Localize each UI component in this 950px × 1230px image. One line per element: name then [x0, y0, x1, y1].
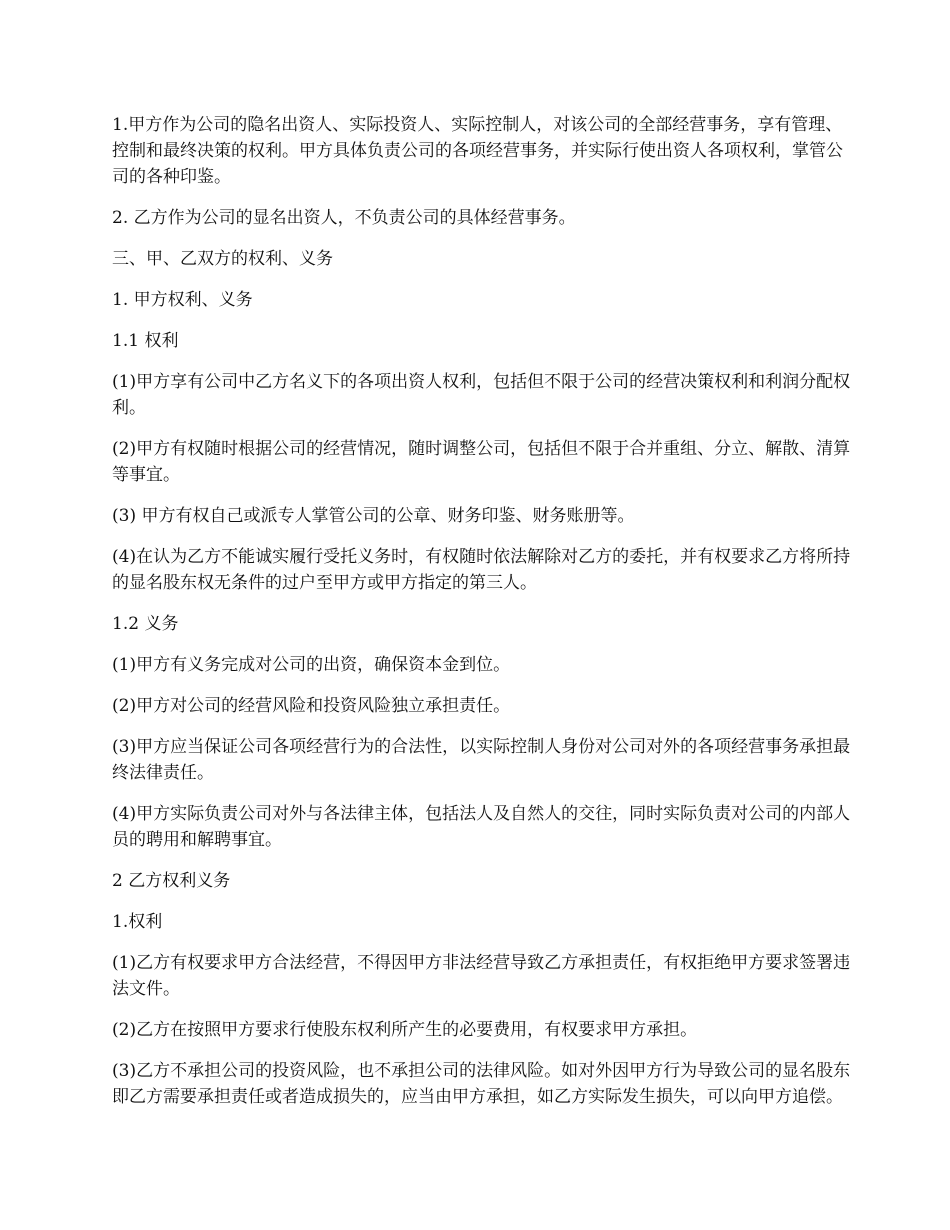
paragraph-b-right-3: (3)乙方不承担公司的投资风险，也不承担公司的法律风险。如对外因甲方行为导致公司的显名股东即乙方需要承担责任或者造成损失的，应当由甲方承担，如乙方实际发生损失，可以向甲方追偿。 — [112, 1061, 851, 1107]
paragraph-a-right-1: (1)甲方享有公司中乙方名义下的各项出资人权利，包括但不限于公司的经营决策权利和利润分配权利。 — [112, 372, 851, 418]
paragraph-a-obligation-4: (4)甲方实际负责公司对外与各法律主体，包括法人及自然人的交往，同时实际负责对公司的内部人员的聘用和解聘事宜。 — [112, 804, 851, 850]
paragraph-b-right-2: (2)乙方在按照甲方要求行使股东权利所产生的必要费用，有权要求甲方承担。 — [112, 1020, 698, 1040]
section-heading-rights-obligations: 三、甲、乙双方的权利、义务 — [112, 249, 333, 269]
clause-heading-1-1-rights: 1.1 权利 — [112, 331, 179, 351]
paragraph-2: 2. 乙方作为公司的显名出资人，不负责公司的具体经营事务。 — [112, 208, 576, 228]
paragraph-a-right-3: (3) 甲方有权自己或派专人掌管公司的公章、财务印鉴、财务账册等。 — [112, 506, 635, 526]
paragraph-a-obligation-3: (3)甲方应当保证公司各项经营行为的合法性，以实际控制人身份对公司对外的各项经营事务承担最终法律责任。 — [112, 737, 851, 783]
document-page — [112, 112, 852, 1125]
clause-heading-b-rights: 1.权利 — [112, 912, 163, 932]
subsection-heading-party-b: 2 乙方权利义务 — [112, 871, 231, 891]
clause-heading-1-2-obligations: 1.2 义务 — [112, 614, 179, 634]
paragraph-a-obligation-1: (1)甲方有义务完成对公司的出资，确保资本金到位。 — [112, 655, 511, 675]
paragraph-1: 1.甲方作为公司的隐名出资人、实际投资人、实际控制人，对该公司的全部经营事务，享有管理、控制和最终决策的权利。甲方具体负责公司的各项经营事务，并实际行使出资人各项权利，掌管公司的各种印鉴。 — [112, 115, 843, 187]
subsection-heading-party-a: 1. 甲方权利、义务 — [112, 290, 253, 310]
paragraph-a-right-4: (4)在认为乙方不能诚实履行受托义务时，有权随时依法解除对乙方的委托，并有权要求乙方将所持的显名股东权无条件的过户至甲方或甲方指定的第三人。 — [112, 547, 851, 593]
paragraph-a-right-2: (2)甲方有权随时根据公司的经营情况，随时调整公司，包括但不限于合并重组、分立、解散、清算等事宜。 — [112, 439, 851, 485]
paragraph-b-right-1: (1)乙方有权要求甲方合法经营，不得因甲方非法经营导致乙方承担责任，有权拒绝甲方要求签署违法文件。 — [112, 953, 851, 999]
paragraph-a-obligation-2: (2)甲方对公司的经营风险和投资风险独立承担责任。 — [112, 696, 511, 716]
